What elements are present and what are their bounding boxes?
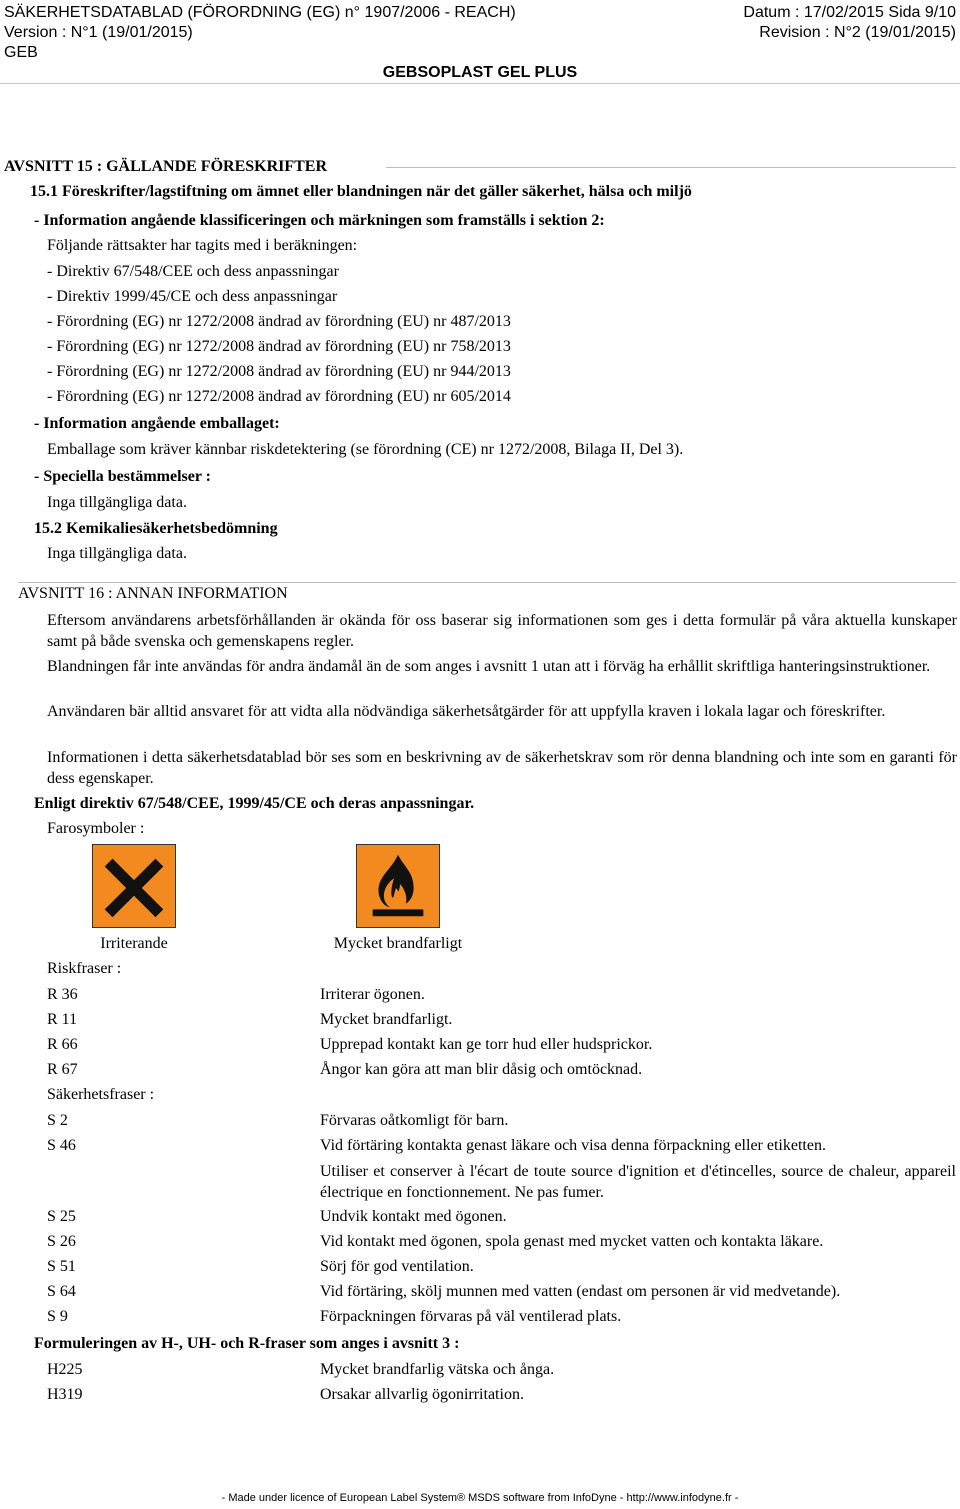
special-heading: - Speciella bestämmelser : — [34, 468, 211, 485]
safety-text: Vid förtäring kontakta genast läkare och visa denna förpackning eller etiketten. — [320, 1137, 826, 1154]
special-text: Inga tillgängliga data. — [47, 494, 187, 511]
risk-text: Irriterar ögonen. — [320, 986, 425, 1003]
section15-title: AVSNITT 15 : GÄLLANDE FÖRESKRIFTER — [4, 158, 328, 175]
product-name: GEBSOPLAST GEL PLUS — [382, 64, 578, 81]
regulation-item: - Förordning (EG) nr 1272/2008 ändrad av förordning (EU) nr 758/2013 — [47, 338, 511, 355]
directive-heading: Enligt direktiv 67/548/CEE, 1999/45/CE och deras anpassningar. — [34, 795, 475, 812]
document-title: SÄKERHETSDATABLAD (FÖRORDNING (EG) n° 1907/2006 - REACH) — [4, 4, 516, 21]
date-page-info: Datum : 17/02/2015 Sida 9/10 — [743, 4, 956, 21]
risk-label: Riskfraser : — [47, 960, 122, 977]
risk-code: R 66 — [47, 1036, 78, 1053]
safety-code: S 51 — [47, 1258, 76, 1275]
packaging-text: Emballage som kräver kännbar riskdetektering (se förordning (CE) nr 1272/2008, Bilaga II, Del 3). — [47, 441, 684, 458]
info-paragraph: Eftersom användarens arbetsförhållanden är okända för oss baserar sig informationen som ges i detta formulär på våra aktuella kunskaper samt på både svenska och gemenskapens regler. — [47, 612, 957, 650]
safety-text: Förvaras oåtkomligt för barn. — [320, 1112, 509, 1129]
info-paragraph: Blandningen får inte användas för andra ändamål än de som anges i avsnitt 1 utan att i förväg ha erhållit skriftliga hanteringsinstruktioner. — [47, 658, 931, 675]
safety-text: Utiliser et conserver à l'écart de toute source d'ignition et d'étincelles, source de chaleur, appareil électrique en fonctionnement. Ne pas fumer. — [320, 1163, 956, 1201]
safety-label: Säkerhetsfraser : — [47, 1086, 155, 1103]
safety-text: Förpackningen förvaras på väl ventilerad plats. — [320, 1308, 622, 1325]
safety-text: Undvik kontakt med ögonen. — [320, 1208, 507, 1225]
h-text: Mycket brandfarlig vätska och ånga. — [320, 1361, 555, 1378]
safety-code: S 46 — [47, 1137, 76, 1154]
risk-text: Mycket brandfarligt. — [320, 1011, 453, 1028]
info-paragraph: Användaren bär alltid ansvaret för att vidta alla nödvändiga säkerhetsåtgärder för att uppfylla kraven i lokala lagar och föreskrifter. — [47, 703, 886, 720]
flame-icon — [356, 844, 440, 928]
h-text: Orsakar allvarlig ögonirritation. — [320, 1386, 524, 1403]
classification-intro: Följande rättsakter har tagits med i beräkningen: — [47, 237, 358, 254]
revision-info: Revision : N°2 (19/01/2015) — [759, 24, 956, 41]
packaging-heading: - Information angående emballaget: — [34, 415, 280, 432]
symbols-label: Farosymboler : — [47, 820, 145, 837]
safety-text: Vid kontakt med ögonen, spola genast med mycket vatten och kontakta läkare. — [320, 1233, 824, 1250]
regulation-item: - Förordning (EG) nr 1272/2008 ändrad av förordning (EU) nr 944/2013 — [47, 363, 511, 380]
risk-code: R 36 — [47, 986, 78, 1003]
irritant-label: Irriterande — [100, 935, 168, 952]
footer-licence: - Made under licence of European Label System® MSDS software from InfoDyne - http://www.infodyne.fr - — [221, 1492, 739, 1504]
h-code: H225 — [47, 1361, 83, 1378]
section15-rule — [386, 167, 956, 168]
section15-sub1: 15.1 Föreskrifter/lagstiftning om ämnet eller blandningen när det gäller säkerhet, hälsa och miljö — [30, 183, 692, 200]
safety-code: S 2 — [47, 1112, 68, 1129]
formulation-heading: Formuleringen av H-, UH- och R-fraser som anges i avsnitt 3 : — [34, 1335, 460, 1352]
safety-code: S 64 — [47, 1283, 76, 1300]
risk-code: R 67 — [47, 1061, 78, 1078]
header-divider — [0, 83, 960, 84]
company-name: GEB — [4, 44, 38, 61]
section16-rule — [18, 582, 956, 583]
regulation-item: - Förordning (EG) nr 1272/2008 ändrad av förordning (EU) nr 605/2014 — [47, 388, 511, 405]
version-info: Version : N°1 (19/01/2015) — [4, 24, 193, 41]
risk-text: Upprepad kontakt kan ge torr hud eller hudsprickor. — [320, 1036, 653, 1053]
regulation-item: - Direktiv 1999/45/CE och dess anpassningar — [47, 288, 338, 305]
safety-code: S 25 — [47, 1208, 76, 1225]
safety-code: S 26 — [47, 1233, 76, 1250]
risk-code: R 11 — [47, 1011, 78, 1028]
risk-text: Ångor kan göra att man blir dåsig och omtöcknad. — [320, 1061, 643, 1078]
regulation-item: - Förordning (EG) nr 1272/2008 ändrad av förordning (EU) nr 487/2013 — [47, 313, 511, 330]
h-code: H319 — [47, 1386, 83, 1403]
regulation-item: - Direktiv 67/548/CEE och dess anpassningar — [47, 263, 339, 280]
sub2-text: Inga tillgängliga data. — [47, 545, 187, 562]
section15-sub2: 15.2 Kemikaliesäkerhetsbedömning — [34, 520, 278, 537]
info-paragraph: Informationen i detta säkerhetsdatablad bör ses som en beskrivning av de säkerhetskrav som rör denna blandning och inte som en garanti för dess egenskaper. — [47, 749, 957, 787]
safety-code: S 9 — [47, 1308, 68, 1325]
section16-title: AVSNITT 16 : ANNAN INFORMATION — [18, 585, 288, 602]
classification-heading: - Information angående klassificeringen och märkningen som framställs i sektion 2: — [34, 212, 605, 229]
safety-text: Sörj för god ventilation. — [320, 1258, 474, 1275]
irritant-x-icon — [92, 844, 176, 928]
flammable-label: Mycket brandfarligt — [333, 935, 463, 952]
safety-text: Vid förtäring, skölj munnen med vatten (endast om personen är vid medvetande). — [320, 1283, 841, 1300]
